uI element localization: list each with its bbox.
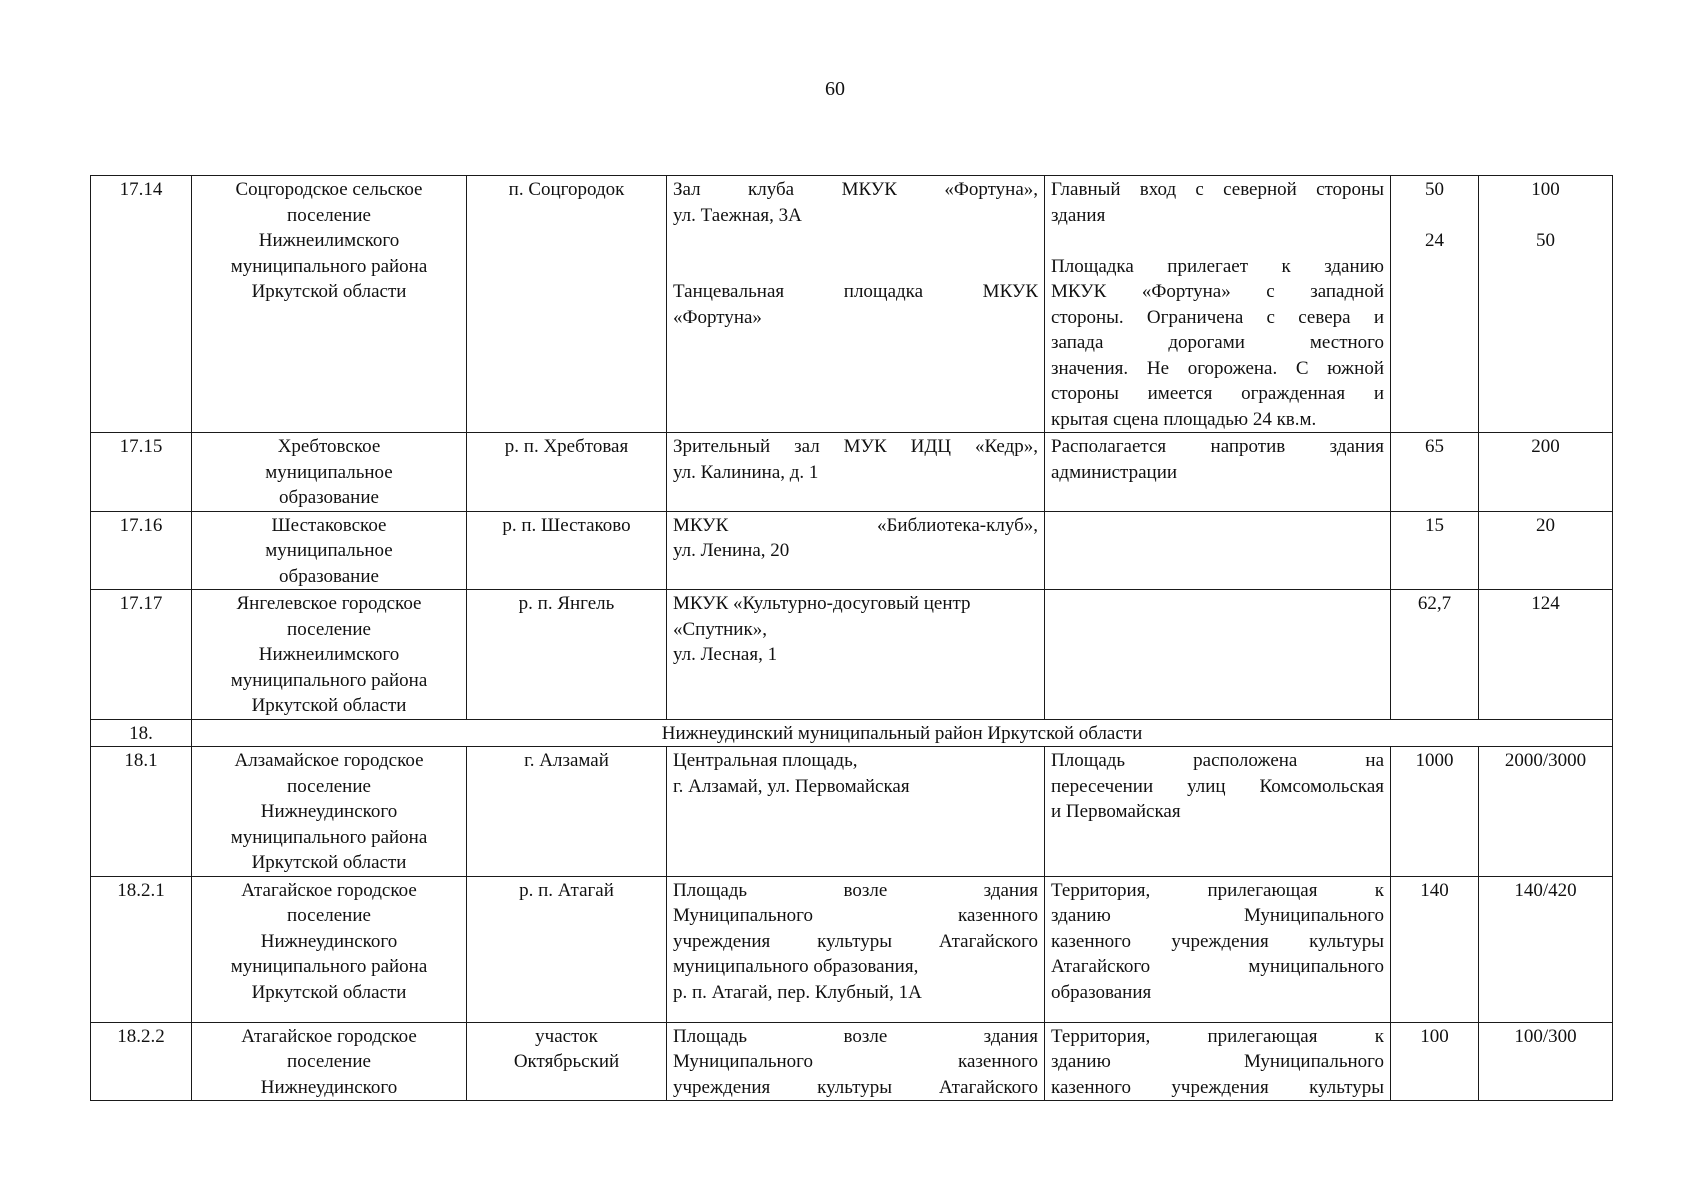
- area-cell-line: 2000/3000: [1504, 750, 1587, 771]
- venue-cell-line: г. Алзамай, ул. Первомайская: [673, 775, 910, 797]
- municipality-cell-line: Нижнеудинского: [260, 930, 398, 952]
- area-cell: [1479, 590, 1613, 720]
- venue-cell-line: [673, 254, 1038, 280]
- municipality-cell-line: Шестаковское: [271, 514, 387, 536]
- capacity-cell: [1391, 511, 1479, 590]
- capacity-cell: [1391, 590, 1479, 720]
- municipality-cell-line: Нижнеудинского: [260, 1076, 398, 1098]
- venue-cell: [667, 876, 1045, 1022]
- municipality-cell: [192, 1022, 467, 1101]
- settlement-cell: [467, 176, 667, 433]
- table-row: [91, 1022, 1613, 1101]
- description-cell-line: образования: [1051, 981, 1152, 1003]
- description-cell-line: стороны. Ограничена с севера и: [1051, 306, 1384, 328]
- settlement-cell: [467, 876, 667, 1022]
- description-cell: [1045, 590, 1391, 720]
- settlement-cell: [467, 511, 667, 590]
- settlement-cell: [467, 433, 667, 512]
- description-cell-line: значения. Не огорожена. С южной: [1051, 357, 1384, 379]
- municipality-cell-line: Иркутской области: [251, 695, 407, 716]
- venue-cell-line: ул. Лесная, 1: [673, 644, 778, 665]
- municipality-cell-line: Атагайское городское: [241, 1025, 417, 1047]
- venue-cell-line: муниципального образования,: [673, 956, 919, 977]
- area-cell-line: [1485, 203, 1606, 229]
- description-cell: [1045, 876, 1391, 1022]
- municipality-cell-line: поселение: [287, 618, 371, 640]
- area-cell-line: 20: [1536, 514, 1555, 536]
- venue-cell-line: ул. Ленина, 20: [673, 540, 790, 561]
- settlement-cell-line: п. Соцгородок: [508, 179, 625, 200]
- description-cell: [1045, 176, 1391, 433]
- row-number: 18.2.1: [91, 876, 192, 1022]
- municipality-cell-line: Иркутской области: [251, 981, 407, 1003]
- municipality-cell-line: образование: [279, 565, 379, 587]
- municipality-cell-line: Нижнеудинского: [260, 801, 398, 822]
- description-cell-line: МКУК «Фортуна» с западной: [1051, 281, 1384, 302]
- description-cell-line: пересечении улиц Комсомольская: [1051, 775, 1384, 797]
- capacity-cell-line: 100: [1420, 1025, 1449, 1047]
- municipality-cell-line: поселение: [287, 905, 371, 926]
- municipality-cell-line: поселение: [287, 204, 371, 226]
- area-cell-line: 100/300: [1514, 1025, 1577, 1047]
- area-cell: [1479, 876, 1613, 1022]
- settlement-cell-line: участок: [535, 1025, 598, 1047]
- section-row: [91, 719, 1613, 747]
- description-cell: [1045, 433, 1391, 512]
- row-number: 18.1: [91, 747, 192, 877]
- table-row: [91, 176, 1613, 433]
- area-cell-line: 124: [1531, 593, 1560, 614]
- description-cell-line: администрации: [1051, 461, 1178, 483]
- venue-cell: [667, 590, 1045, 720]
- venue-cell-line: Площадь возле здания: [673, 879, 1038, 901]
- venue-cell-line: МКУК «Культурно-досуговый центр: [673, 593, 971, 614]
- description-cell-line: зданию Муниципального: [1051, 1051, 1384, 1072]
- area-cell-line: 50: [1536, 230, 1555, 251]
- capacity-cell-line: 15: [1425, 514, 1444, 536]
- capacity-cell-line: 62,7: [1417, 593, 1452, 614]
- municipality-cell-line: поселение: [287, 775, 371, 797]
- section-number: 18.: [91, 719, 192, 747]
- venue-cell-line: учреждения культуры Атагайского: [673, 1076, 1038, 1098]
- table-row: [91, 876, 1613, 1022]
- venue-cell: [667, 747, 1045, 877]
- municipality-cell-line: поселение: [287, 1051, 371, 1072]
- municipality-cell: [192, 511, 467, 590]
- municipality-cell-line: Нижнеилимского: [258, 644, 400, 665]
- capacity-cell: [1391, 876, 1479, 1022]
- settlement-cell-line: р. п. Янгель: [518, 593, 615, 614]
- venue-cell-line: учреждения культуры Атагайского: [673, 930, 1038, 952]
- municipality-cell-line: Нижнеилимского: [258, 230, 400, 251]
- venue-cell-line: ул. Калинина, д. 1: [673, 461, 819, 483]
- description-cell-line: Территория, прилегающая к: [1051, 1025, 1384, 1047]
- row-number: 17.14: [91, 176, 192, 433]
- capacity-cell-line: 140: [1420, 879, 1449, 901]
- municipality-cell-line: муниципального района: [230, 669, 428, 691]
- venue-cell-line: Зрительный зал МУК ИДЦ «Кедр»,: [673, 436, 1038, 457]
- row-number: 18.2.2: [91, 1022, 192, 1101]
- description-cell: [1045, 511, 1391, 590]
- description-cell-line: казенного учреждения культуры: [1051, 930, 1384, 952]
- venue-cell: [667, 1022, 1045, 1101]
- capacity-cell: [1391, 433, 1479, 512]
- area-cell: [1479, 1022, 1613, 1101]
- row-number: 17.16: [91, 511, 192, 590]
- description-cell-line: крытая сцена площадью 24 кв.м.: [1051, 408, 1317, 430]
- venue-cell-line: Муниципального казенного: [673, 1051, 1038, 1072]
- area-cell-line: 100: [1531, 179, 1560, 200]
- description-cell-line: зданию Муниципального: [1051, 905, 1384, 926]
- description-cell-line: Территория, прилегающая к: [1051, 879, 1384, 901]
- description-cell-line: Главный вход с северной стороны: [1051, 179, 1384, 200]
- description-cell-line: Площадка прилегает к зданию: [1051, 255, 1384, 277]
- table-row: [91, 747, 1613, 877]
- description-cell-line: запада дорогами местного: [1051, 332, 1384, 353]
- settlement-cell: [467, 590, 667, 720]
- row-number: 17.17: [91, 590, 192, 720]
- capacity-cell-line: 65: [1425, 436, 1444, 457]
- settlement-cell-line: р. п. Шестаково: [502, 514, 631, 536]
- municipality-cell-line: Янгелевское городское: [236, 593, 422, 614]
- settlement-cell: [467, 1022, 667, 1101]
- settlement-cell: [467, 747, 667, 877]
- municipality-cell-line: муниципального района: [230, 255, 428, 277]
- description-cell-line: Площадь расположена на: [1051, 750, 1384, 771]
- venue-cell-line: Танцевальная площадка МКУК: [673, 281, 1038, 302]
- settlement-cell-line: г. Алзамай: [524, 750, 609, 771]
- venue-cell-line: МКУК «Библиотека-клуб»,: [673, 514, 1038, 536]
- settlement-cell-line: р. п. Хребтовая: [504, 436, 629, 457]
- venue-cell-line: Центральная площадь,: [673, 750, 858, 771]
- venue-cell-line: р. п. Атагай, пер. Клубный, 1А: [673, 981, 922, 1003]
- description-cell: [1045, 747, 1391, 877]
- venue-cell-line: Муниципального казенного: [673, 905, 1038, 926]
- venue-cell-line: Площадь возле здания: [673, 1025, 1038, 1047]
- table-row: [91, 433, 1613, 512]
- municipality-cell-line: Хребтовское: [277, 436, 381, 457]
- area-cell-line: 140/420: [1514, 879, 1577, 901]
- row-number: 17.15: [91, 433, 192, 512]
- settlement-cell-line: Октябрьский: [513, 1051, 620, 1072]
- venue-cell-line: «Фортуна»: [673, 306, 762, 328]
- municipality-cell-line: муниципального района: [230, 956, 428, 977]
- table-row: [91, 590, 1613, 720]
- area-cell: [1479, 433, 1613, 512]
- area-cell: [1479, 176, 1613, 433]
- capacity-cell-line: 50: [1425, 179, 1444, 200]
- venue-cell-line: ул. Таежная, 3А: [673, 204, 802, 226]
- municipality-cell-line: муниципальное: [265, 461, 393, 483]
- municipality-cell: [192, 876, 467, 1022]
- capacity-cell-line: 1000: [1415, 750, 1454, 771]
- municipality-cell-line: образование: [279, 487, 379, 508]
- municipality-cell-line: муниципальное: [265, 540, 393, 561]
- capacity-cell-line: [1397, 203, 1472, 229]
- venue-cell: [667, 511, 1045, 590]
- capacity-cell: [1391, 176, 1479, 433]
- venues-table: [90, 175, 1613, 1101]
- description-cell-line: и Первомайская: [1051, 801, 1181, 822]
- description-cell-line: казенного учреждения культуры: [1051, 1076, 1384, 1098]
- municipality-cell-line: Иркутской области: [251, 281, 407, 302]
- venue-cell-line: «Спутник»,: [673, 618, 767, 640]
- area-cell: [1479, 511, 1613, 590]
- description-cell: [1045, 1022, 1391, 1101]
- municipality-cell-line: Атагайское городское: [241, 879, 417, 901]
- table-row: [91, 511, 1613, 590]
- municipality-cell: [192, 176, 467, 433]
- description-cell-line: Располагается напротив здания: [1051, 436, 1384, 457]
- venue-cell: [667, 176, 1045, 433]
- municipality-cell-line: Алзамайское городское: [234, 750, 424, 771]
- capacity-cell: [1391, 1022, 1479, 1101]
- municipality-cell-line: муниципального района: [230, 826, 428, 848]
- municipality-cell-line: Соцгородское сельское: [235, 179, 423, 200]
- municipality-cell: [192, 433, 467, 512]
- capacity-cell: [1391, 747, 1479, 877]
- settlement-cell-line: р. п. Атагай: [519, 879, 614, 901]
- page-number: 60: [825, 78, 845, 100]
- venue-cell-line: Зал клуба МКУК «Фортуна»,: [673, 179, 1038, 200]
- venue-cell-line: [673, 228, 1038, 254]
- venue-cell: [667, 433, 1045, 512]
- description-cell-line: [1051, 228, 1384, 254]
- section-title: Нижнеудинский муниципальный район Иркутской области: [192, 719, 1613, 747]
- area-cell-line: 200: [1531, 436, 1560, 457]
- area-cell: [1479, 747, 1613, 877]
- description-cell-line: Атагайского муниципального: [1051, 956, 1384, 977]
- capacity-cell-line: 24: [1425, 230, 1444, 251]
- municipality-cell-line: Иркутской области: [251, 852, 407, 873]
- municipality-cell: [192, 590, 467, 720]
- description-cell-line: здания: [1051, 204, 1106, 226]
- description-cell-line: стороны имеется огражденная и: [1051, 383, 1384, 404]
- municipality-cell: [192, 747, 467, 877]
